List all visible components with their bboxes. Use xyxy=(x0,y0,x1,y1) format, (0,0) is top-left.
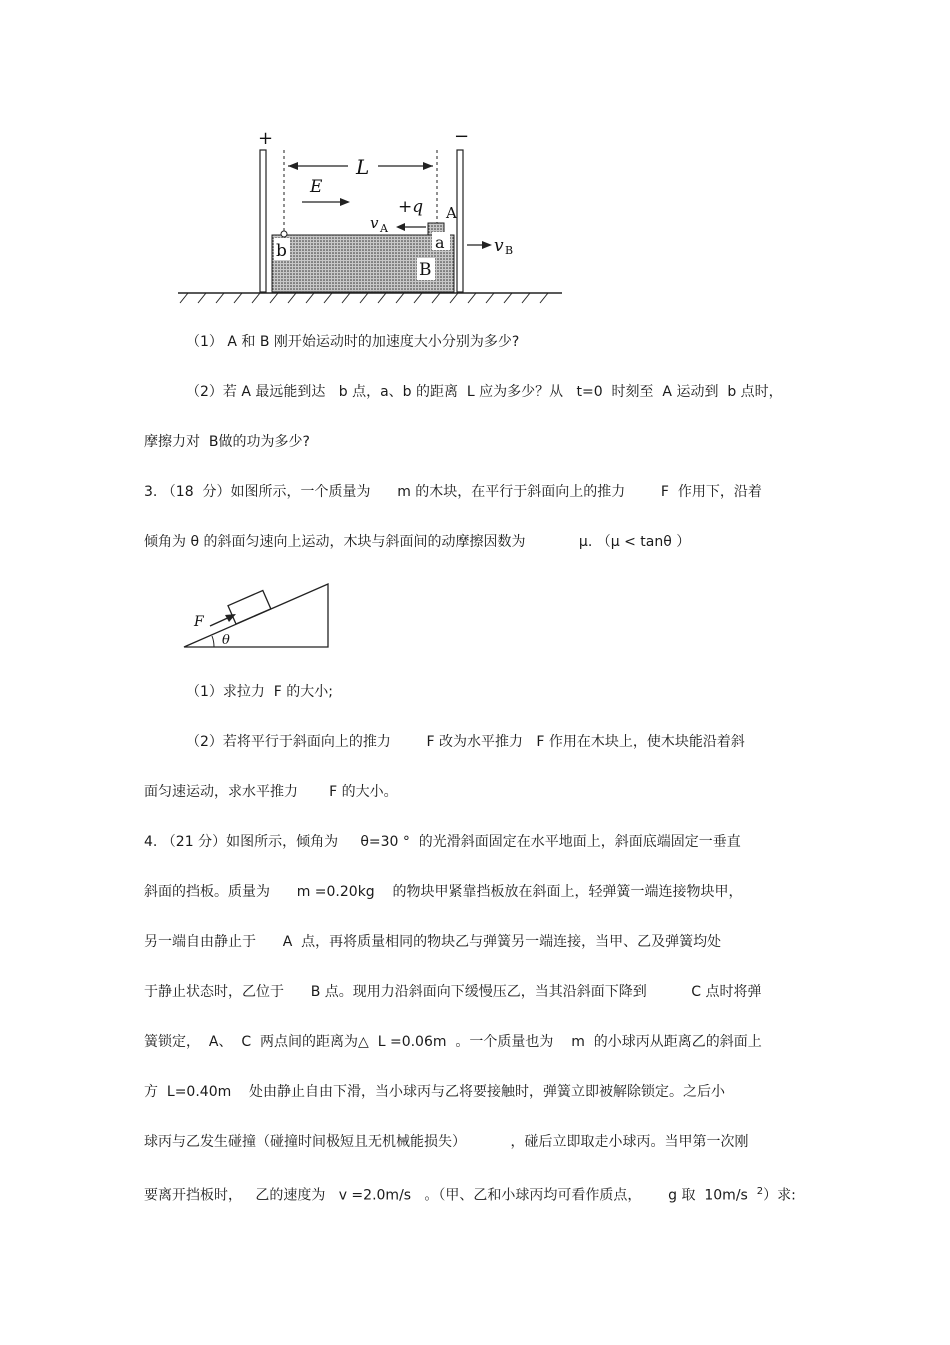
q4-line8: 要离开挡板时， 乙的速度为 v =2.0m/s 。（甲、乙和小球丙均可看作质点， g 取 10m/s $^2$）求: xyxy=(144,1186,796,1204)
plus-sign: + xyxy=(258,128,274,149)
label-vA-sub: A xyxy=(380,222,388,235)
label-L: L xyxy=(356,155,370,179)
q2-part2: （2）若 A 最远能到达 b 点，a、b 的距离 L 应为多少？从 t=0 时刻至 A 运动到 b 点时， xyxy=(186,384,783,400)
label-B: B xyxy=(419,260,432,280)
right-plate xyxy=(457,150,463,292)
label-b: b xyxy=(276,241,287,261)
label-vB: v xyxy=(494,236,504,256)
label-q: +q xyxy=(398,197,424,217)
theta-symbol: θ xyxy=(190,534,200,550)
label-vA: v xyxy=(370,214,379,232)
q3-intro-line2: 倾角为 θ 的斜面匀速向上运动，木块与斜面间的动摩擦因数为 μ. （μ < tanθ ） xyxy=(144,534,691,550)
q4-line7: 球丙与乙发生碰撞（碰撞时间极短且无机械能损失） ，碰后立即取走小球丙。当甲第一次刚 xyxy=(144,1134,749,1150)
q3-part2-cont: 面匀速运动，求水平推力 F 的大小。 xyxy=(144,784,398,800)
q2-part2-cont: 摩擦力对 B做的功为多少? xyxy=(144,434,310,450)
label-vB-sub: B xyxy=(505,244,514,257)
mu-symbol: μ xyxy=(578,534,588,550)
incline-F-label: F xyxy=(194,614,204,630)
q3-intro-line1: 3. （18 分）如图所示，一个质量为 m 的木块，在平行于斜面向上的推力 F 作用下，沿着 xyxy=(144,484,762,500)
q4-line1: 4. （21 分）如图所示，倾角为 θ=30 ° 的光滑斜面固定在水平地面上，斜面底端固定一垂直 xyxy=(144,834,741,850)
q4-line4: 于静止状态时，乙位于 B 点。现用力沿斜面向下缓慢压乙，当其沿斜面下降到 C 点时将弹 xyxy=(144,984,762,1000)
q3-part1: （1）求拉力 F 的大小; xyxy=(186,684,334,700)
left-plate xyxy=(260,150,266,292)
q3-part2: （2）若将平行于斜面向上的推力 F 改为水平推力 F 作用在木块上，使木块能沿着斜 xyxy=(186,734,745,750)
incline-theta-label: θ xyxy=(222,633,230,648)
q2-part1: （1） A 和 B 刚开始运动时的加速度大小分别为多少? xyxy=(186,334,520,350)
label-a: a xyxy=(435,233,445,252)
q4-line5: 簧锁定， A、 C 两点间的距离为△ L =0.06m 。一个质量也为 m 的小球丙从距离乙的斜面上 xyxy=(144,1034,762,1050)
figure-incline xyxy=(180,578,340,653)
minus-sign: − xyxy=(454,126,470,147)
q4-line6: 方 L=0.40m 处由静止自由下滑，当小球丙与乙将要接触时，弹簧立即被解除锁定。之后小 xyxy=(144,1084,726,1100)
q4-line3: 另一端自由静止于 A 点，再将质量相同的物块乙与弹簧另一端连接，当甲、乙及弹簧均处 xyxy=(144,934,722,950)
figure-plates-blocks xyxy=(170,120,570,315)
label-E: E xyxy=(310,177,323,197)
q4-line2: 斜面的挡板。质量为 m =0.20kg 的物块甲紧靠挡板放在斜面上，轻弹簧一端连接物块甲， xyxy=(144,884,743,900)
label-A: A xyxy=(446,204,457,222)
